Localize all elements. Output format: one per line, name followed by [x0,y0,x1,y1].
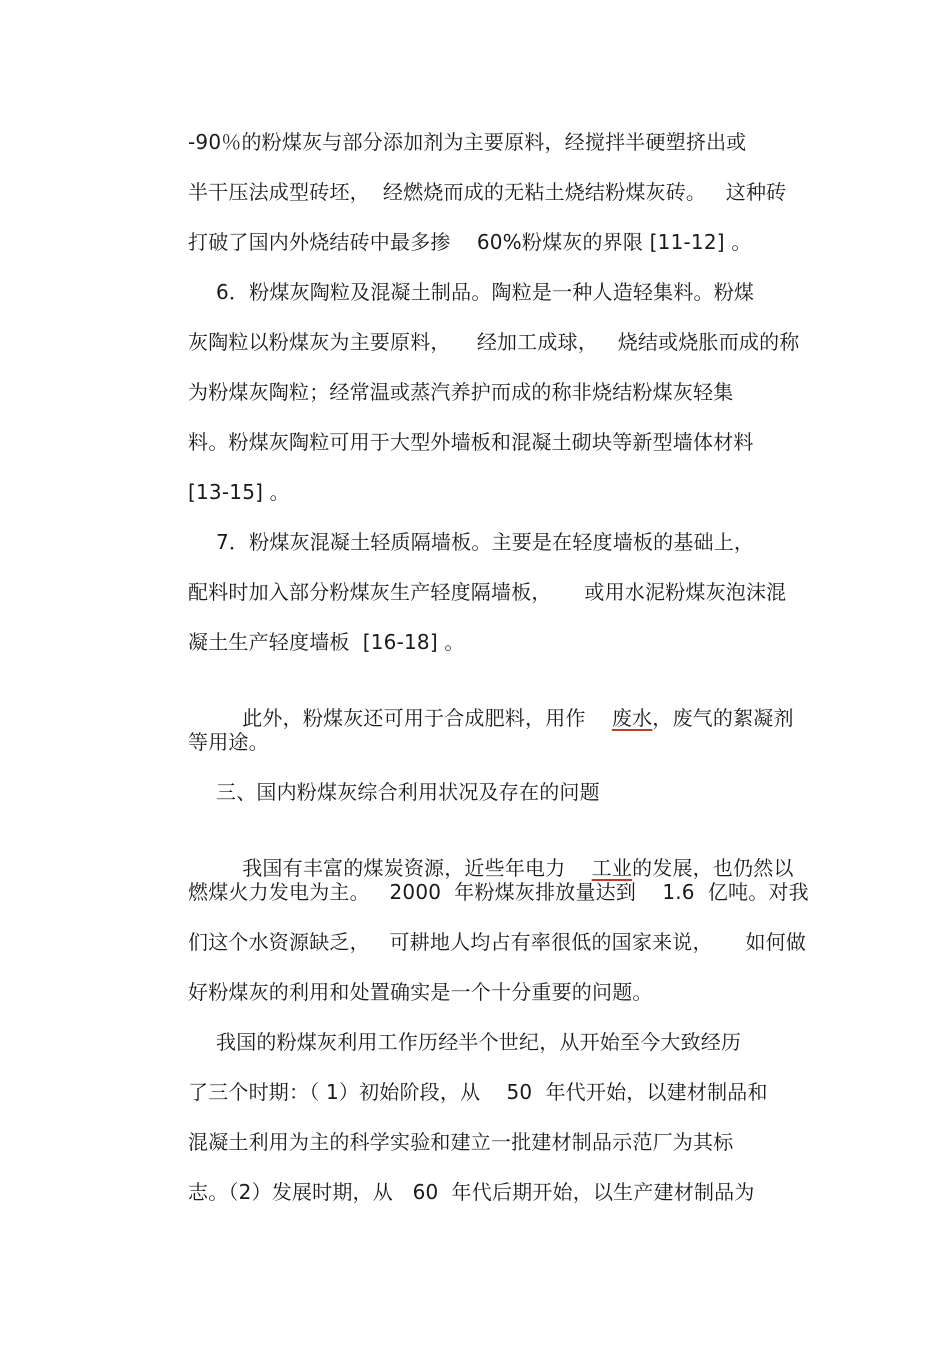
text-line: 混凝土利用为主的科学实验和建立一批建材制品示范厂为其标 [188,1130,734,1154]
text-line: 燃煤火力发电为主。 2000 年粉煤灰排放量达到 1.6 亿吨。对我 [188,880,809,904]
paragraph-start-line: 我国的粉煤灰利用工作历经半个世纪，从开始至今大致经历 [216,1030,742,1054]
text-line: 等用途。 [188,730,269,754]
text-segment: 我国有丰富的煤炭资源，近些年电力 [242,856,592,880]
text-segment: ，废气的絮凝剂 [652,706,794,730]
section-heading: 三、国内粉煤灰综合利用状况及存在的问题 [216,780,600,804]
text-segment: 的发展，也仍然以 [632,856,794,880]
text-line: -90％的粉煤灰与部分添加剂为主要原料，经搅拌半硬塑挤出或 [188,130,747,154]
text-line: 为粉煤灰陶粒；经常温或蒸汽养护而成的称非烧结粉煤灰轻集 [188,380,734,404]
text-line: 了三个时期：（ 1）初始阶段，从 50 年代开始，以建材制品和 [188,1080,768,1104]
text-segment: 此外，粉煤灰还可用于合成肥料，用作 [242,706,612,730]
text-line: 灰陶粒以粉煤灰为主要原料， 经加工成球， 烧结或烧胀而成的称 [188,330,800,354]
text-line: 配料时加入部分粉煤灰生产轻度隔墙板， 或用水泥粉煤灰泡沫混 [188,580,787,604]
paragraph-start-line: 7．粉煤灰混凝土轻质隔墙板。主要是在轻度墙板的基础上， [216,530,755,554]
text-line: 半干压法成型砖坯， 经燃烧而成的无粘土烧结粉煤灰砖。 这种砖 [188,180,787,204]
text-line: 打破了国内外烧结砖中最多掺 60%粉煤灰的界限 [11-12] 。 [188,230,752,254]
text-line: 们这个水资源缺乏， 可耕地人均占有率很低的国家来说， 如何做 [188,930,807,954]
industry-link[interactable]: 工业 [591,856,633,880]
text-line: 志。（2）发展时期，从 60 年代后期开始，以生产建材制品为 [188,1180,755,1204]
wastewater-link[interactable]: 废水 [611,706,653,730]
text-line: 料。粉煤灰陶粒可用于大型外墙板和混凝土砌块等新型墙体材料 [188,430,754,454]
paragraph-start-line: 6．粉煤灰陶粒及混凝土制品。陶粒是一种人造轻集料。粉煤 [216,280,755,304]
paragraph-start-line [216,679,794,757]
text-line: 好粉煤灰的利用和处置确实是一个十分重要的问题。 [188,980,653,1004]
text-line: [13-15] 。 [188,480,290,504]
text-line: 凝土生产轻度墙板 [16-18] 。 [188,630,465,654]
